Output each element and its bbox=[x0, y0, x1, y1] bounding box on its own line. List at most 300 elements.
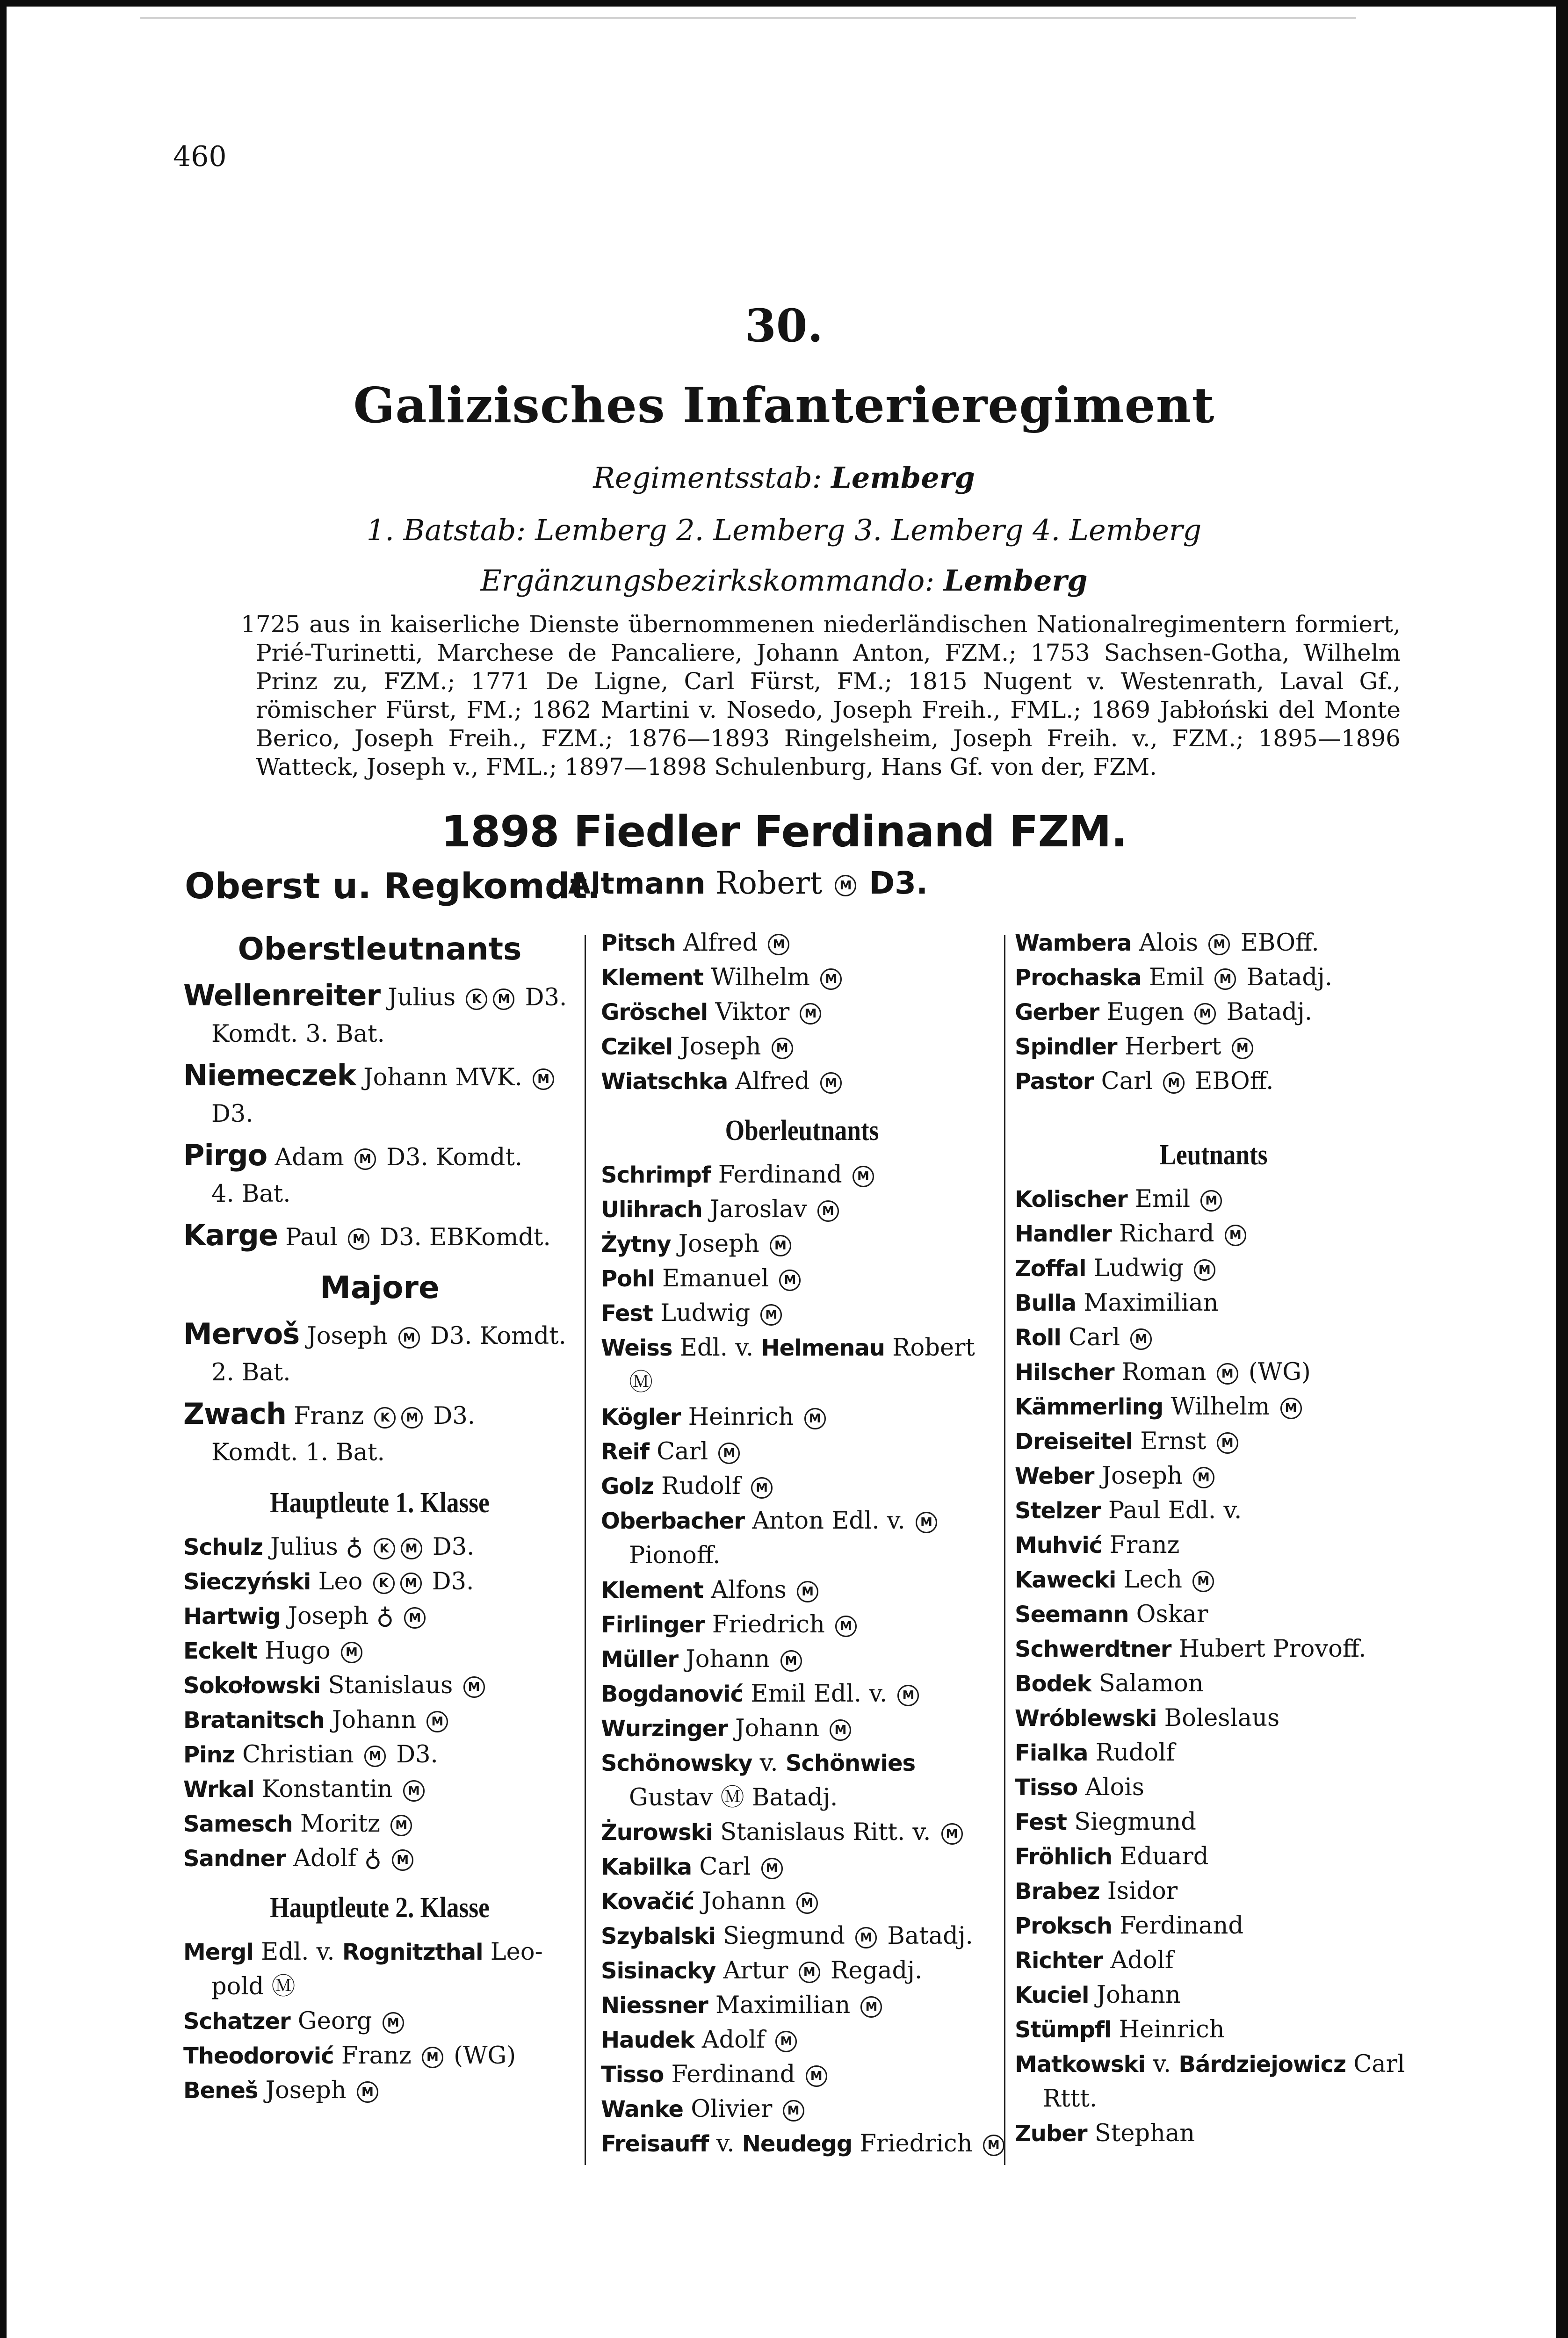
surname: Weiss bbox=[601, 1335, 672, 1361]
given-name: Paul bbox=[285, 1224, 338, 1251]
list-item bbox=[1015, 960, 1412, 995]
surname: Schulz bbox=[183, 1534, 263, 1560]
medals bbox=[361, 1741, 389, 1768]
medals bbox=[1191, 1255, 1218, 1282]
oberst-suffix: D3. bbox=[869, 865, 928, 901]
surname: Müller bbox=[601, 1646, 679, 1673]
medal-m-icon: M bbox=[751, 1477, 773, 1499]
given-name: Alfons bbox=[711, 1576, 787, 1604]
medal-m-icon: M bbox=[426, 1711, 448, 1732]
given-name: Carl bbox=[657, 1438, 708, 1465]
medal-m-icon: M bbox=[1217, 1363, 1238, 1385]
medals bbox=[1127, 1324, 1155, 1351]
given-name: Joseph bbox=[265, 2077, 347, 2104]
given-name: Siegmund bbox=[723, 1922, 845, 1950]
list-item bbox=[601, 926, 1003, 960]
suffix: Batadj. bbox=[887, 1922, 973, 1950]
given-name: Stephan bbox=[1094, 2120, 1195, 2147]
surname: Hartwig bbox=[183, 1603, 281, 1630]
given-name: Ferdinand bbox=[1120, 1912, 1244, 1940]
medal-m-icon: M bbox=[853, 1166, 874, 1187]
medal-m-icon: M bbox=[799, 1962, 820, 1983]
continuation: Pionoff. bbox=[629, 1542, 721, 1569]
list-oberstleutnants bbox=[183, 977, 576, 1256]
given-name: Lech bbox=[1123, 1566, 1182, 1594]
given-name: Joseph ♁ bbox=[288, 1602, 394, 1630]
given-name: Artur bbox=[723, 1957, 788, 1984]
medal-m-icon: M bbox=[983, 2135, 1004, 2156]
medals bbox=[1206, 929, 1233, 957]
medal-m-icon: M bbox=[400, 1573, 422, 1594]
list-item bbox=[601, 1815, 1003, 1850]
medals bbox=[797, 998, 824, 1026]
surname: Wurzinger bbox=[601, 1716, 728, 1742]
list-item bbox=[1015, 1459, 1412, 1494]
given-name: Joseph bbox=[1101, 1462, 1183, 1490]
medals bbox=[803, 2061, 830, 2088]
list-item bbox=[1015, 926, 1412, 960]
suffix: EBOff. bbox=[1240, 929, 1319, 957]
medals bbox=[913, 1507, 940, 1535]
surname: Pitsch bbox=[601, 930, 676, 956]
given-name: Ernst bbox=[1140, 1428, 1207, 1455]
list-item bbox=[183, 1935, 576, 2004]
medal-k-icon: K bbox=[374, 1538, 395, 1559]
list-item bbox=[601, 2092, 1003, 2127]
surname: Kögler bbox=[601, 1404, 681, 1430]
given-name: Alois bbox=[1139, 929, 1199, 957]
medals bbox=[827, 1715, 854, 1742]
given-name: Adolf bbox=[701, 2026, 766, 2054]
suffix: D3. bbox=[396, 1741, 438, 1768]
medals bbox=[370, 1568, 425, 1595]
predicate: Schönwies bbox=[785, 1750, 916, 1776]
list-item bbox=[601, 1504, 1003, 1573]
surname: Niessner bbox=[601, 1992, 708, 2019]
regiment-number: 30. bbox=[744, 299, 823, 352]
continuation: pold Ⓜ bbox=[211, 1973, 296, 2000]
surname: Wanke bbox=[601, 2096, 683, 2122]
medal-m-icon: M bbox=[1214, 968, 1236, 990]
medals bbox=[354, 2077, 381, 2104]
suffix: D3. bbox=[432, 1568, 474, 1595]
surname: Kämmerling bbox=[1015, 1394, 1163, 1420]
medals bbox=[1198, 1185, 1225, 1213]
surname: Sisinacky bbox=[601, 1958, 716, 1984]
surname: Pohl bbox=[601, 1266, 655, 1292]
medal-m-icon: M bbox=[835, 1616, 857, 1637]
surname: Richter bbox=[1015, 1948, 1103, 1974]
medal-m-icon: M bbox=[797, 1581, 818, 1602]
list-item bbox=[1015, 1217, 1412, 1251]
medals bbox=[1190, 1566, 1217, 1594]
heading-leutnants: Leutnants bbox=[1159, 1139, 1268, 1171]
surname: Firlinger bbox=[601, 1612, 705, 1638]
list-item bbox=[183, 1530, 576, 1565]
medal-m-icon: M bbox=[779, 1270, 801, 1291]
surname: Fest bbox=[1015, 1809, 1067, 1835]
medal-m-icon: M bbox=[383, 2012, 404, 2034]
given-name: Franz bbox=[341, 2042, 412, 2070]
list-item bbox=[601, 1030, 1003, 1064]
surname: Roll bbox=[1015, 1325, 1061, 1351]
medal-m-icon: M bbox=[463, 1676, 485, 1698]
medal-m-icon: M bbox=[1194, 1003, 1216, 1025]
list-item bbox=[183, 1772, 576, 1807]
medal-m-icon: M bbox=[1232, 1038, 1253, 1059]
list-majore bbox=[183, 1316, 576, 1471]
medal-k-icon: K bbox=[373, 1573, 395, 1594]
medals bbox=[338, 1637, 365, 1665]
medals bbox=[802, 1403, 829, 1431]
column-rule-2 bbox=[1004, 935, 1005, 2165]
surname: Stümpfl bbox=[1015, 2017, 1112, 2043]
medal-m-icon: M bbox=[770, 1235, 791, 1256]
list-item bbox=[1015, 1030, 1412, 1064]
surname: Stelzer bbox=[1015, 1498, 1101, 1524]
list-item bbox=[601, 1158, 1003, 1192]
medal-m-icon: M bbox=[768, 934, 789, 955]
surname: Proksch bbox=[1015, 1913, 1112, 1939]
list-item bbox=[183, 1599, 576, 1634]
list-item bbox=[601, 1919, 1003, 1954]
surname: Theodorović bbox=[183, 2043, 334, 2069]
list-item bbox=[601, 1227, 1003, 1262]
surname: Prochaska bbox=[1015, 965, 1142, 991]
medal-m-icon: M bbox=[1208, 934, 1230, 955]
given-name: Wilhelm bbox=[1171, 1393, 1270, 1421]
list-item bbox=[1015, 1597, 1412, 1632]
heading-majore: Majore bbox=[320, 1270, 440, 1306]
surname: Fest bbox=[601, 1300, 653, 1327]
given-name: Rudolf bbox=[1095, 1739, 1175, 1767]
medal-m-icon: M bbox=[493, 989, 514, 1010]
surname: Żurowski bbox=[601, 1819, 713, 1846]
list-item bbox=[601, 1573, 1003, 1608]
medal-m-icon: M bbox=[860, 1996, 882, 2018]
suffix: D3. bbox=[433, 1402, 476, 1430]
surname: Żytny bbox=[601, 1231, 671, 1257]
surname: Eckelt bbox=[183, 1638, 257, 1664]
list-item bbox=[183, 1703, 576, 1738]
given-name: Adam bbox=[275, 1144, 344, 1171]
medal-m-icon: M bbox=[796, 1892, 818, 1914]
heading-oberstleutnants: Oberstleutnants bbox=[238, 931, 522, 967]
surname: Klement bbox=[601, 965, 703, 991]
medal-m-icon: M bbox=[760, 1304, 782, 1326]
list-item bbox=[1015, 1251, 1412, 1286]
surname: Spindler bbox=[1015, 1034, 1117, 1060]
medal-m-icon: M bbox=[403, 1780, 425, 1802]
surname: Sandner bbox=[183, 1846, 286, 1872]
given-name: Ludwig bbox=[660, 1299, 751, 1327]
surname: Matkowski bbox=[1015, 2051, 1145, 2078]
medal-m-icon: M bbox=[835, 875, 856, 896]
given-name: Jaroslav bbox=[709, 1196, 807, 1223]
medals bbox=[778, 1645, 805, 1673]
surname: Mervoš bbox=[183, 1317, 300, 1351]
given-name: Johann bbox=[332, 1706, 417, 1734]
given-name: Ferdinand bbox=[718, 1161, 842, 1189]
list-item bbox=[1015, 1909, 1412, 1943]
given-name: Friedrich bbox=[712, 1611, 825, 1638]
medals bbox=[419, 2042, 446, 2070]
list-item bbox=[183, 1841, 576, 1876]
given-name: Carl bbox=[1069, 1324, 1120, 1351]
medals bbox=[345, 1224, 372, 1251]
medals bbox=[1278, 1393, 1305, 1421]
given-name: Anton Edl. v. bbox=[752, 1507, 905, 1535]
given-name: v. Bárdziejowicz Carl bbox=[1153, 2050, 1405, 2078]
medals bbox=[767, 1230, 794, 1258]
given-name: Isidor bbox=[1107, 1877, 1178, 1905]
history-text: 1725 aus in kaiserliche Dienste übernommenen niederländischen Nationalregimentern formiert, Prié-Turinetti, Marchese de Pancaliere, Johann Anton, FZM.; 1753 Sachsen-Gotha, Wilhelm Prinz zu, FZM.; 1771 De Ligne, Carl Fürst, FM.; 1815 Nugent v. Westenrath, Laval Gf., römischer Fürst, FM.; 1862 Martini v. Nosedo, Joseph Freih., FML.; 1869 Jabłoński del Monte Berico, Joseph Freih., FZM.; 1876—1893 Ringelsheim, Joseph Freih. v., FZM.; 1895—1896 Watteck, Joseph v., FML.; 1897—1898 Schulenburg, Hans Gf. von der, FZM. bbox=[241, 611, 1401, 780]
given-name: Adolf ♁ bbox=[293, 1845, 382, 1872]
medals bbox=[401, 1602, 428, 1630]
list-item bbox=[1015, 1701, 1412, 1736]
list-item bbox=[1015, 1424, 1412, 1459]
given-name: Joseph bbox=[680, 1033, 761, 1061]
given-name: Moritz bbox=[300, 1810, 380, 1838]
oberst-surname: Altmann bbox=[568, 866, 706, 901]
surname: Sokołowski bbox=[183, 1673, 321, 1699]
given-name: Wilhelm bbox=[711, 964, 810, 991]
surname: Karge bbox=[183, 1218, 278, 1252]
list-item bbox=[183, 1634, 576, 1668]
list-leutnants bbox=[1015, 1182, 1412, 2151]
list-item bbox=[1015, 1943, 1412, 1978]
medal-m-icon: M bbox=[830, 1719, 851, 1741]
surname: Schwerdtner bbox=[1015, 1636, 1171, 1662]
surname: Schönowsky bbox=[601, 1750, 752, 1776]
ergaenzung-label: Ergänzungsbezirkskommando: bbox=[480, 563, 935, 598]
medal-m-icon: M bbox=[820, 968, 842, 990]
given-name: Emil bbox=[1134, 1185, 1191, 1213]
surname: Szybalski bbox=[601, 1923, 715, 1949]
medals bbox=[939, 1818, 966, 1846]
list-item bbox=[183, 1396, 576, 1471]
list-item bbox=[1015, 995, 1412, 1030]
suffix: Batadj. bbox=[1246, 964, 1333, 991]
medals bbox=[794, 1576, 821, 1604]
list-item bbox=[1015, 1770, 1412, 1805]
medals bbox=[850, 1161, 877, 1189]
column-rule-1 bbox=[585, 935, 586, 2165]
suffix: D3. Komdt. bbox=[386, 1144, 523, 1171]
medals bbox=[1214, 1428, 1241, 1455]
surname: Kovačić bbox=[601, 1889, 694, 1915]
given-name: Ludwig bbox=[1093, 1255, 1184, 1282]
medal-m-icon: M bbox=[1163, 1072, 1185, 1094]
medal-m-icon: M bbox=[804, 1408, 826, 1429]
list-item bbox=[183, 977, 576, 1053]
list-item bbox=[183, 2004, 576, 2039]
medals bbox=[794, 1888, 821, 1915]
suffix: D3. bbox=[525, 984, 567, 1011]
medals bbox=[765, 929, 792, 957]
list-item bbox=[601, 1064, 1003, 1099]
medal-m-icon: M bbox=[800, 1003, 821, 1025]
oberst-givenname: Robert bbox=[715, 865, 823, 901]
surname: Schatzer bbox=[183, 2008, 290, 2035]
list-item bbox=[601, 1296, 1003, 1331]
medal-m-icon: M bbox=[806, 2065, 827, 2087]
medals bbox=[853, 1922, 880, 1950]
list-item bbox=[1015, 1390, 1412, 1424]
given-name: Alfred bbox=[735, 1068, 810, 1095]
list-item bbox=[601, 2023, 1003, 2057]
continuation: Gustav Ⓜ Batadj. bbox=[629, 1784, 838, 1811]
medal-m-icon: M bbox=[364, 1746, 386, 1767]
medals bbox=[769, 1033, 796, 1061]
medals bbox=[530, 1064, 557, 1091]
regiment-history bbox=[241, 610, 1401, 781]
batstab-line: 1. Batstab: Lemberg 2. Lemberg 3. Lemberg 4. Lemberg bbox=[366, 513, 1202, 547]
surname: Brabez bbox=[1015, 1878, 1100, 1905]
given-name: Julius ♁ bbox=[270, 1533, 363, 1561]
medals bbox=[895, 1680, 922, 1708]
surname: Pastor bbox=[1015, 1068, 1094, 1095]
list-item bbox=[1015, 1840, 1412, 1874]
medals bbox=[463, 984, 517, 1011]
surname: Wiatschka bbox=[601, 1068, 728, 1095]
surname: Handler bbox=[1015, 1221, 1112, 1247]
medals bbox=[1214, 1358, 1241, 1386]
list-item bbox=[601, 1711, 1003, 1746]
continuation: 4. Bat. bbox=[211, 1180, 291, 1208]
given-name: Roman bbox=[1121, 1358, 1207, 1386]
given-name: Salamon bbox=[1098, 1670, 1204, 1697]
list-item bbox=[601, 1331, 1003, 1400]
medals bbox=[980, 2130, 1007, 2158]
surname: Wróblewski bbox=[1015, 1705, 1157, 1732]
surname: Seemann bbox=[1015, 1602, 1129, 1628]
list-item bbox=[183, 1807, 576, 1841]
medal-m-icon: M bbox=[817, 1200, 839, 1222]
surname: Bratanitsch bbox=[183, 1707, 325, 1733]
medals bbox=[858, 1992, 885, 2019]
given-name: Paul Edl. v. bbox=[1108, 1497, 1242, 1524]
given-name: Carl bbox=[1101, 1068, 1153, 1095]
heading-hauptleute-2: Hauptleute 2. Klasse bbox=[270, 1892, 490, 1924]
given-name: Johann bbox=[735, 1715, 820, 1742]
surname: Bogdanović bbox=[601, 1681, 744, 1707]
medal-m-icon: M bbox=[783, 2100, 804, 2122]
medals bbox=[817, 964, 845, 991]
medal-m-icon: M bbox=[533, 1068, 554, 1090]
oberst-rank: Oberst u. Regkomdt. bbox=[185, 865, 601, 907]
surname: Oberbacher bbox=[601, 1508, 744, 1534]
surname: Pinz bbox=[183, 1742, 235, 1768]
medals bbox=[748, 1472, 775, 1500]
list-item bbox=[1015, 1355, 1412, 1390]
list-oberleutnants-cont bbox=[1015, 926, 1412, 1099]
surname: Zwach bbox=[183, 1397, 286, 1431]
list-item bbox=[183, 2073, 576, 2108]
list-item bbox=[601, 1988, 1003, 2023]
regiment-title: Galizisches Infanterieregiment bbox=[353, 376, 1215, 434]
predicate: Helmenau bbox=[761, 1335, 885, 1361]
given-name: Carl bbox=[699, 1853, 751, 1881]
surname: Gröschel bbox=[601, 999, 708, 1025]
surname: Schrimpf bbox=[601, 1162, 711, 1188]
surname: Tisso bbox=[1015, 1775, 1078, 1801]
ergaenzung-line bbox=[0, 563, 1568, 598]
list-item bbox=[1015, 1632, 1412, 1667]
medal-k-icon: K bbox=[374, 1407, 396, 1429]
given-name: Stanislaus bbox=[328, 1672, 453, 1699]
medal-m-icon: M bbox=[390, 1815, 412, 1836]
medal-m-icon: M bbox=[354, 1148, 376, 1170]
suffix: Regadj. bbox=[830, 1957, 923, 1984]
surname: Wambera bbox=[1015, 930, 1132, 956]
continuation: Komdt. 1. Bat. bbox=[211, 1439, 385, 1466]
list-item bbox=[601, 1262, 1003, 1296]
medal-m-icon: M bbox=[1192, 1571, 1214, 1592]
given-name: Konstantin bbox=[261, 1775, 393, 1803]
list-item bbox=[601, 1850, 1003, 1884]
surname: Muhvić bbox=[1015, 1532, 1102, 1559]
given-name: Julius bbox=[388, 984, 456, 1011]
surname: Kolischer bbox=[1015, 1186, 1127, 1212]
medals bbox=[758, 1299, 785, 1327]
medals bbox=[1160, 1068, 1187, 1095]
given-name: Olivier bbox=[691, 2095, 773, 2123]
suffix: EBOff. bbox=[1195, 1068, 1274, 1095]
list-item bbox=[1015, 1736, 1412, 1770]
continuation: 2. Bat. bbox=[211, 1359, 291, 1386]
list-item bbox=[183, 1137, 576, 1212]
given-name: Heinrich bbox=[688, 1403, 794, 1431]
surname: Haudek bbox=[601, 2027, 694, 2053]
surname: Sieczyński bbox=[183, 1569, 311, 1595]
given-name: Emil Edl. v. bbox=[751, 1680, 888, 1708]
surname: Dreiseitel bbox=[1015, 1429, 1133, 1455]
surname: Reif bbox=[601, 1439, 649, 1465]
heading-hauptleute-1: Hauptleute 1. Klasse bbox=[270, 1487, 490, 1519]
list-item bbox=[183, 2039, 576, 2073]
surname: Pirgo bbox=[183, 1138, 267, 1172]
medals bbox=[815, 1196, 842, 1223]
given-name: Stanislaus Ritt. v. bbox=[720, 1818, 931, 1846]
list-item bbox=[601, 1884, 1003, 1919]
given-name: Georg bbox=[297, 2007, 372, 2035]
given-name: Christian bbox=[242, 1741, 354, 1768]
medal-m-icon: M bbox=[718, 1443, 740, 1464]
continuation: D3. bbox=[211, 1100, 253, 1128]
list-item bbox=[1015, 1563, 1412, 1597]
surname: Zuber bbox=[1015, 2121, 1087, 2147]
list-item bbox=[1015, 1874, 1412, 1909]
medals bbox=[400, 1775, 427, 1803]
medal-m-icon: M bbox=[761, 1858, 783, 1879]
continuation: Rttt. bbox=[1043, 2085, 1098, 2113]
list-item bbox=[1015, 1182, 1412, 1217]
surname: Fröhlich bbox=[1015, 1844, 1113, 1870]
surname: Tisso bbox=[601, 2062, 664, 2088]
surname: Bodek bbox=[1015, 1671, 1091, 1697]
list-item bbox=[601, 2127, 1003, 2161]
regimentsstab-city: Lemberg bbox=[831, 461, 975, 495]
medal-m-icon: M bbox=[422, 2047, 443, 2068]
suffix: D3. bbox=[432, 1533, 475, 1561]
given-name: Maximilian bbox=[715, 1992, 851, 2019]
surname: Weber bbox=[1015, 1463, 1094, 1489]
surname: Bulla bbox=[1015, 1290, 1077, 1316]
given-name: Boleslaus bbox=[1164, 1704, 1280, 1732]
given-name: Rudolf bbox=[661, 1472, 741, 1500]
list-item bbox=[601, 1469, 1003, 1504]
